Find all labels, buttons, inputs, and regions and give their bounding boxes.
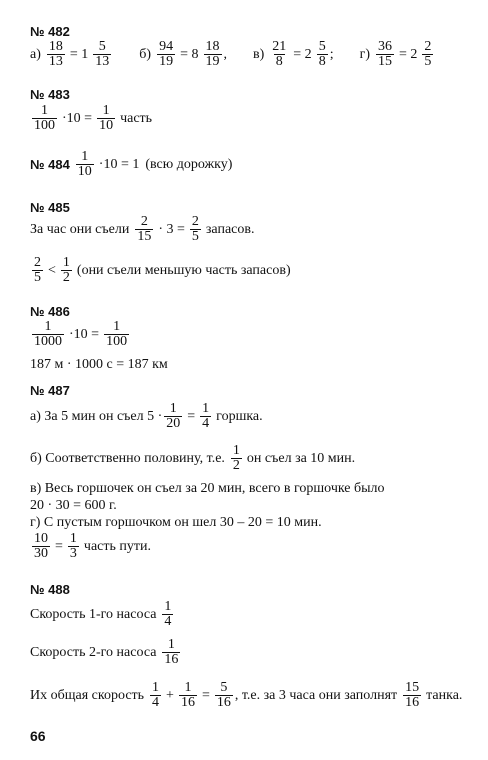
fraction: 1 100 <box>34 103 55 133</box>
exercise-486-line2: 187 м · 1000 с = 187 км <box>30 357 168 372</box>
exercise-486-line1: 1 1000 ·10 = $\frac{1}{100}$ <box>34 319 128 349</box>
heading-484: № 484 <box>30 157 70 172</box>
label-a: а) <box>30 46 41 62</box>
fraction: $\frac{1}{16}$ <box>180 680 195 710</box>
fraction: $\frac{21}{8}$ <box>272 39 287 69</box>
fraction: 15 16 <box>405 680 420 710</box>
fraction: 5 13 <box>95 39 110 69</box>
heading-485: № 485 <box>30 200 70 215</box>
heading-483: № 483 <box>30 87 70 102</box>
fraction: $\frac{1}{20}$ <box>166 401 181 431</box>
fraction: $\frac{10}{30}$ <box>34 531 48 561</box>
exercise-487-v-line2: 20 · 30 = 600 г. <box>30 498 117 513</box>
fraction: $\frac{5}{16}$ <box>216 680 231 710</box>
fraction: 1 2 <box>62 255 70 285</box>
fraction: $\frac{1}{4}$ <box>202 401 210 431</box>
exercise-483-answer: 1 100 ·10 = $\frac{1}{10}$ часть <box>34 103 153 133</box>
label-g: г) <box>359 46 370 62</box>
exercise-485-line1: За час они съели 2 15 · 3 = $\frac{2}{5}$ запасов. <box>30 214 255 244</box>
fraction: 1 1000 <box>34 319 62 349</box>
fraction: $\frac{1}{10}$ <box>99 103 114 133</box>
exercise-487-v-line1: в) Весь горшочек он съел за 20 мин, всего в горшочке было <box>30 481 385 496</box>
exercise-487-b: б) Соответственно половину, т.е. 1 2 он съел за 10 мин. <box>30 443 356 473</box>
fraction: 1 4 <box>152 680 160 710</box>
fraction: 1 2 <box>232 443 240 473</box>
exercise-482-answers: а) $\frac{18}{13}$ = 1 5 13 б) $\frac{94}{19}$ = 8 18 19 , в) $\frac{21}{8}$ = 2 5 8 ; г) $\frac{36}{15}$ = 2 2 5 <box>30 39 432 69</box>
exercise-488-total: Их общая скорость 1 4 + $\frac{1}{16}$ = $\frac{5}{16}$ , т.е. за 3 часа они заполнят 15 16 танка. <box>30 680 463 710</box>
fraction: 2 5 <box>34 255 41 285</box>
heading-486: № 486 <box>30 304 70 319</box>
fraction: $\frac{94}{19}$ <box>159 39 174 69</box>
fraction: 2 5 <box>424 39 432 69</box>
fraction: 1 16 <box>164 637 179 667</box>
exercise-485-line2: 2 5 < 1 2 (они съели меньшую часть запасов) <box>34 255 291 285</box>
page-number: 66 <box>30 728 46 744</box>
exercise-487-g-line: г) С пустым горшочком он шел 30 – 20 = 10 мин. <box>30 515 322 530</box>
fraction: $\frac{18}{13}$ <box>48 39 63 69</box>
label-v: в) <box>253 46 265 62</box>
heading-487: № 487 <box>30 383 70 398</box>
fraction: $\frac{1}{3}$ <box>69 531 77 561</box>
fraction: 18 19 <box>205 39 220 69</box>
fraction: 2 15 <box>137 214 152 244</box>
fraction: $\frac{1}{100}$ <box>106 319 128 349</box>
fraction: 1 4 <box>164 599 172 629</box>
fraction: $\frac{2}{5}$ <box>191 214 199 244</box>
exercise-487-g-fraction: $\frac{10}{30}$ = $\frac{1}{3}$ часть пути. <box>34 531 151 561</box>
heading-482: № 482 <box>30 24 70 39</box>
exercise-488-speed-1: Скорость 1-го насоса 1 4 <box>30 599 172 629</box>
fraction: 1 10 <box>77 149 92 179</box>
exercise-488-speed-2: Скорость 2-го насоса 1 16 <box>30 637 179 667</box>
fraction: 5 8 <box>318 39 326 69</box>
fraction: $\frac{36}{15}$ <box>377 39 392 69</box>
heading-488: № 488 <box>30 582 70 597</box>
exercise-487-a: а) За 5 мин он съел 5 · $\frac{1}{20}$ = $\frac{1}{4}$ горшка. <box>30 401 263 431</box>
label-b: б) <box>139 46 152 62</box>
exercise-484: № 484 1 10 ·10 = 1 (всю дорожку) <box>30 149 233 179</box>
